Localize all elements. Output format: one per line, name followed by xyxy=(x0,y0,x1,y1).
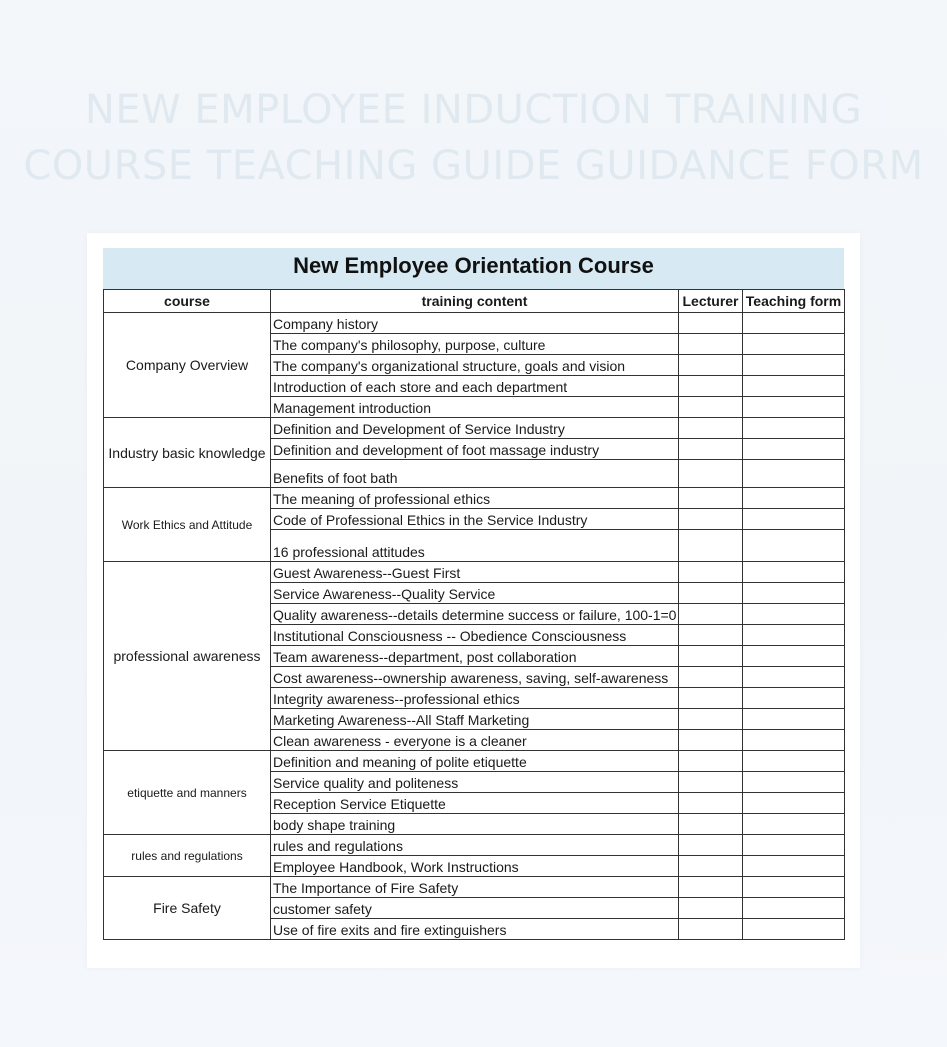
lecturer-cell xyxy=(679,530,743,562)
content-cell: Definition and meaning of polite etiquette xyxy=(271,751,679,772)
lecturer-cell xyxy=(679,509,743,530)
lecturer-cell xyxy=(679,730,743,751)
lecturer-cell xyxy=(679,488,743,509)
teaching-form-cell xyxy=(743,604,845,625)
header-training-content: training content xyxy=(271,290,679,313)
content-cell: rules and regulations xyxy=(271,835,679,856)
banner-title-line-1: NEW EMPLOYEE INDUCTION TRAINING xyxy=(84,87,863,133)
lecturer-cell xyxy=(679,376,743,397)
teaching-form-cell xyxy=(743,397,845,418)
lecturer-cell xyxy=(679,460,743,488)
teaching-form-cell xyxy=(743,667,845,688)
content-cell: Integrity awareness--professional ethics xyxy=(271,688,679,709)
header-teaching-form: Teaching form xyxy=(743,290,845,313)
content-cell: Cost awareness--ownership awareness, saving, self-awareness xyxy=(271,667,679,688)
content-cell: Institutional Consciousness -- Obedience Consciousness xyxy=(271,625,679,646)
lecturer-cell xyxy=(679,793,743,814)
teaching-form-cell xyxy=(743,814,845,835)
teaching-form-cell xyxy=(743,313,845,334)
table-row xyxy=(104,488,845,509)
content-cell: customer safety xyxy=(271,898,679,919)
header-row xyxy=(104,290,845,313)
lecturer-cell xyxy=(679,604,743,625)
teaching-form-cell xyxy=(743,793,845,814)
content-cell: Company history xyxy=(271,313,679,334)
lecturer-cell xyxy=(679,355,743,376)
lecturer-cell xyxy=(679,625,743,646)
teaching-form-cell xyxy=(743,835,845,856)
teaching-form-cell xyxy=(743,751,845,772)
content-cell: Use of fire exits and fire extinguishers xyxy=(271,919,679,940)
lecturer-cell xyxy=(679,898,743,919)
lecturer-cell xyxy=(679,397,743,418)
table-row xyxy=(104,418,845,439)
header-course: course xyxy=(104,290,271,313)
content-cell: Management introduction xyxy=(271,397,679,418)
course-cell: rules and regulations xyxy=(104,835,271,877)
course-cell: Work Ethics and Attitude xyxy=(104,488,271,562)
content-cell: Quality awareness--details determine success or failure, 100-1=0 xyxy=(271,604,679,625)
table-row xyxy=(104,835,845,856)
content-cell: 16 professional attitudes xyxy=(271,530,679,562)
teaching-form-cell xyxy=(743,583,845,604)
teaching-form-cell xyxy=(743,646,845,667)
course-cell: Industry basic knowledge xyxy=(104,418,271,488)
content-cell: body shape training xyxy=(271,814,679,835)
teaching-form-cell xyxy=(743,460,845,488)
banner-title xyxy=(0,82,947,194)
content-cell: The meaning of professional ethics xyxy=(271,488,679,509)
teaching-form-cell xyxy=(743,488,845,509)
lecturer-cell xyxy=(679,919,743,940)
content-cell: Code of Professional Ethics in the Service Industry xyxy=(271,509,679,530)
content-cell: The company's organizational structure, goals and vision xyxy=(271,355,679,376)
teaching-form-cell xyxy=(743,334,845,355)
teaching-form-cell xyxy=(743,625,845,646)
lecturer-cell xyxy=(679,562,743,583)
table-row xyxy=(104,313,845,334)
lecturer-cell xyxy=(679,814,743,835)
teaching-form-cell xyxy=(743,688,845,709)
teaching-form-cell xyxy=(743,509,845,530)
teaching-form-cell xyxy=(743,919,845,940)
banner-title-line-2: COURSE TEACHING GUIDE GUIDANCE FORM xyxy=(23,143,924,189)
teaching-form-cell xyxy=(743,562,845,583)
teaching-form-cell xyxy=(743,376,845,397)
lecturer-cell xyxy=(679,439,743,460)
lecturer-cell xyxy=(679,688,743,709)
content-cell: Clean awareness - everyone is a cleaner xyxy=(271,730,679,751)
course-cell: etiquette and manners xyxy=(104,751,271,835)
lecturer-cell xyxy=(679,835,743,856)
lecturer-cell xyxy=(679,646,743,667)
teaching-form-cell xyxy=(743,730,845,751)
content-cell: Definition and development of foot massage industry xyxy=(271,439,679,460)
table-row xyxy=(104,877,845,898)
lecturer-cell xyxy=(679,334,743,355)
teaching-form-cell xyxy=(743,439,845,460)
lecturer-cell xyxy=(679,751,743,772)
teaching-form-cell xyxy=(743,530,845,562)
teaching-form-cell xyxy=(743,418,845,439)
course-table xyxy=(103,289,845,940)
content-cell: Marketing Awareness--All Staff Marketing xyxy=(271,709,679,730)
sheet-title: New Employee Orientation Course xyxy=(103,248,844,289)
content-cell: Employee Handbook, Work Instructions xyxy=(271,856,679,877)
course-cell: Company Overview xyxy=(104,313,271,418)
lecturer-cell xyxy=(679,583,743,604)
lecturer-cell xyxy=(679,667,743,688)
table-row xyxy=(104,751,845,772)
content-cell: Reception Service Etiquette xyxy=(271,793,679,814)
content-cell: The company's philosophy, purpose, culture xyxy=(271,334,679,355)
course-cell: professional awareness xyxy=(104,562,271,751)
content-cell: The Importance of Fire Safety xyxy=(271,877,679,898)
content-cell: Service quality and politeness xyxy=(271,772,679,793)
lecturer-cell xyxy=(679,313,743,334)
content-cell: Guest Awareness--Guest First xyxy=(271,562,679,583)
content-cell: Team awareness--department, post collaboration xyxy=(271,646,679,667)
content-cell: Definition and Development of Service Industry xyxy=(271,418,679,439)
teaching-form-cell xyxy=(743,856,845,877)
content-cell: Introduction of each store and each department xyxy=(271,376,679,397)
table-row xyxy=(104,562,845,583)
lecturer-cell xyxy=(679,709,743,730)
teaching-form-cell xyxy=(743,709,845,730)
teaching-form-cell xyxy=(743,877,845,898)
content-cell: Benefits of foot bath xyxy=(271,460,679,488)
teaching-form-cell xyxy=(743,898,845,919)
course-cell: Fire Safety xyxy=(104,877,271,940)
teaching-form-cell xyxy=(743,355,845,376)
lecturer-cell xyxy=(679,772,743,793)
lecturer-cell xyxy=(679,418,743,439)
teaching-form-cell xyxy=(743,772,845,793)
lecturer-cell xyxy=(679,877,743,898)
header-lecturer: Lecturer xyxy=(679,290,743,313)
content-cell: Service Awareness--Quality Service xyxy=(271,583,679,604)
lecturer-cell xyxy=(679,856,743,877)
